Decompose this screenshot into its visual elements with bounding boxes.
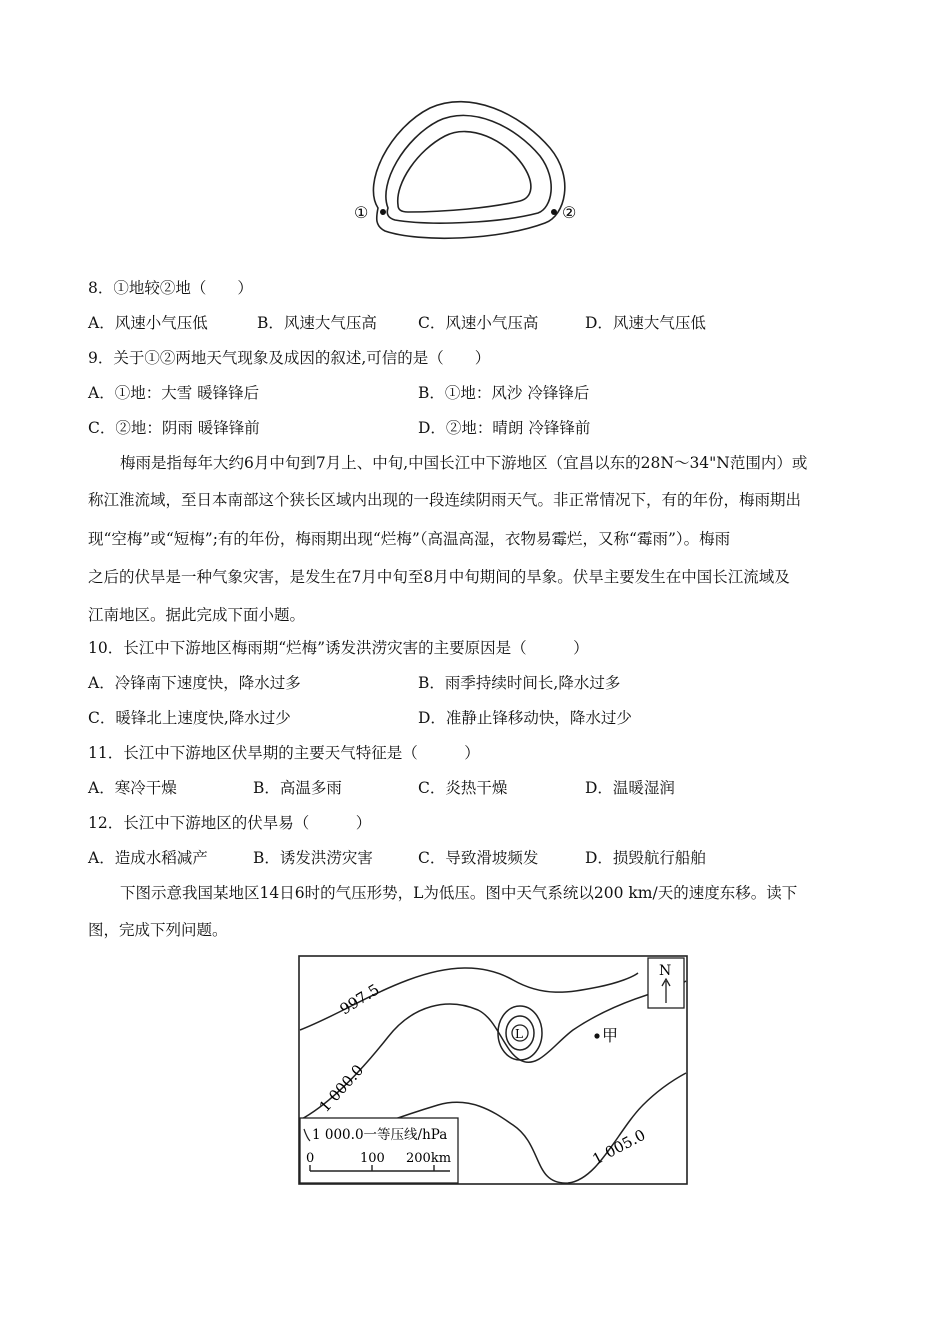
q11-stem: 11．长江中下游地区伏旱期的主要天气特征是（ ） — [88, 744, 480, 762]
place-jia-label: 甲 — [602, 1026, 619, 1045]
legend-text: 1 000.0一等压线/hPa — [312, 1127, 448, 1143]
q10-option-c[interactable]: C．暖锋北上速度快,降水过少 — [88, 709, 291, 727]
passage1-line-1: 梅雨是指每年大约6月中旬到7月上、中旬,中国长江中下游地区（宜昌以东的28N～34"N范围内）或 — [120, 454, 808, 472]
isobar-inner — [398, 132, 531, 212]
passage2-line-2: 图，完成下列问题。 — [88, 921, 228, 939]
isobar-label-997-5: 997.5 — [336, 980, 383, 1019]
place-jia-dot — [594, 1033, 599, 1038]
q12-option-a[interactable]: A．造成水稻减产 — [88, 849, 208, 867]
passage1-line-4: 之后的伏旱是一种气象灾害，是发生在7月中旬至8月中旬期间的旱象。伏旱主要发生在中国长江流域及 — [88, 568, 790, 586]
q11-option-d[interactable]: D．温暖湿润 — [585, 779, 675, 797]
point-2-dot — [551, 209, 557, 215]
point-1-dot — [380, 209, 386, 215]
q8-stem: 8．①地较②地（ ） — [88, 279, 253, 297]
scale-label-0: 0 — [306, 1151, 315, 1166]
q8-option-a[interactable]: A．风速小气压低 — [88, 314, 208, 332]
isobar-label-1000: 1 000.0 — [315, 1061, 368, 1116]
q9-option-c[interactable]: C．②地：阴雨 暖锋锋前 — [88, 419, 260, 437]
q11-option-a[interactable]: A．寒冷干燥 — [88, 779, 177, 797]
q10-option-b[interactable]: B．雨季持续时间长,降水过多 — [418, 674, 621, 692]
q9-stem: 9．关于①②两地天气现象及成因的叙述,可信的是（ ） — [88, 349, 491, 367]
scale-label-100: 100 — [360, 1151, 385, 1166]
isobar-label-1005: 1 005.0 — [589, 1125, 649, 1169]
q9-option-d[interactable]: D．②地：晴朗 冷锋锋前 — [418, 419, 591, 437]
passage1-line-2: 称江淮流域，至日本南部这个狭长区域内出现的一段连续阴雨天气。非正常情况下，有的年份，梅雨期出 — [88, 491, 802, 509]
q8-option-b[interactable]: B．风速大气压高 — [257, 314, 377, 332]
q12-option-b[interactable]: B．诱发洪涝灾害 — [253, 849, 373, 867]
q12-stem: 12．长江中下游地区的伏旱易（ ） — [88, 814, 372, 832]
point-2-label: ② — [562, 203, 577, 222]
passage1-line-5: 江南地区。据此完成下面小题。 — [88, 606, 306, 624]
isobar-figure-1 — [350, 88, 590, 243]
low-label: L — [515, 1027, 523, 1041]
q10-option-a[interactable]: A．冷锋南下速度快，降水过多 — [88, 674, 301, 692]
isobar-outer — [373, 102, 564, 239]
q12-option-c[interactable]: C．导致滑坡频发 — [418, 849, 539, 867]
q10-stem: 10．长江中下游地区梅雨期“烂梅”诱发洪涝灾害的主要原因是（ ） — [88, 639, 589, 657]
point-1-label: ① — [354, 203, 369, 222]
q9-option-a[interactable]: A．①地：大雪 暖锋锋后 — [88, 384, 260, 402]
q8-option-c[interactable]: C．风速小气压高 — [418, 314, 539, 332]
passage1-line-3: 现“空梅”或“短梅”;有的年份，梅雨期出现“烂梅”（高温高湿，衣物易霉烂，又称“霉雨”）。梅雨 — [88, 530, 731, 548]
q11-option-c[interactable]: C．炎热干燥 — [418, 779, 508, 797]
passage2-line-1: 下图示意我国某地区14日6时的气压形势，L为低压。图中天气系统以200 km/天的速度东移。读下 — [120, 884, 798, 902]
q8-option-d[interactable]: D．风速大气压低 — [585, 314, 706, 332]
pressure-map-figure — [298, 955, 688, 1185]
q10-option-d[interactable]: D．准静止锋移动快，降水过少 — [418, 709, 632, 727]
q12-option-d[interactable]: D．损毁航行船舶 — [585, 849, 706, 867]
q11-option-b[interactable]: B．高温多雨 — [253, 779, 342, 797]
q9-option-b[interactable]: B．①地：风沙 冷锋锋后 — [418, 384, 590, 402]
north-label: N — [659, 963, 672, 979]
scale-label-200: 200km — [406, 1151, 452, 1166]
